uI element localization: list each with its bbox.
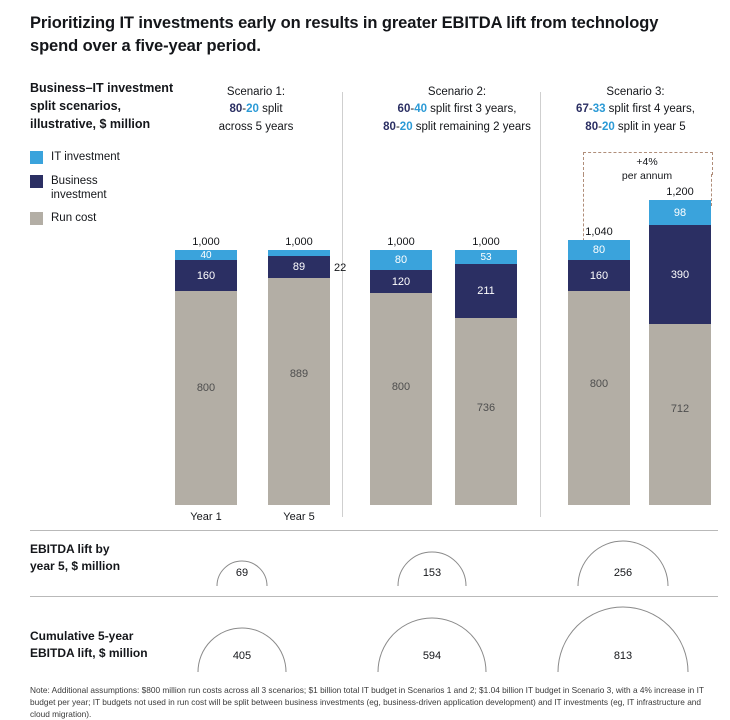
scenario-2-split2-b: 20: [399, 120, 413, 133]
scenario-2-split2-sep: -: [395, 120, 400, 133]
bar-seg-it: [370, 250, 432, 270]
bar-total-s1-year1: 1,000: [192, 236, 220, 248]
legend-label-business-investment: Business investment: [51, 174, 107, 201]
bar-seg-it-value: 40: [200, 249, 212, 261]
legend-swatch-run-cost: [30, 212, 43, 225]
scenario-3-split-b: 33: [592, 103, 606, 116]
growth-annotation-line2: per annum: [621, 169, 673, 182]
legend-label-run-cost: Run cost: [51, 212, 97, 225]
scenario-1-split-b: 20: [246, 103, 259, 116]
bar-total-s3-year1: 1,040: [585, 226, 613, 238]
legend-title: Business–IT investment split scenarios, illustrative, $ million: [30, 81, 174, 131]
bar-s1-year5: [268, 250, 330, 505]
panel-divider-1: [342, 92, 343, 517]
ebitda-year5-value-s1: 69: [235, 567, 249, 579]
scenario-1-name: Scenario 1:: [226, 86, 286, 98]
bar-seg-it-value: 80: [592, 244, 606, 256]
footnote: Note: Additional assumptions: $800 million run costs across all 3 scenarios; $1 billion total IT budget in Scenarios 1 and 2; $1.04 billion IT budget in Scenario 3, with a 4% increase in IT budget per year; IT budgets not used in run cost will be split between business investments (eg, business-driven application development) and IT investments (eg, IT infrastructure and cloud migration).: [30, 685, 704, 720]
ebitda-year5-value-s3: 256: [613, 567, 633, 579]
row-label-cumulative-rest: EBITDA lift, $ million: [30, 646, 148, 661]
row-label-ebitda-year5-rest-text: year 5, $ million: [30, 559, 121, 574]
cumulative-value-s2: 594: [422, 650, 442, 662]
scenario-3-name: Scenario 3:: [606, 86, 665, 98]
scenario-1-split-sep: -: [242, 103, 247, 116]
bar-seg-run: [455, 318, 517, 505]
bar-seg-it: [175, 250, 237, 260]
panel-divider-2: [540, 92, 541, 517]
legend-label-it-investment: IT investment: [51, 151, 120, 164]
bar-s1-year1: [175, 250, 237, 505]
bar-seg-run-value: 736: [476, 401, 496, 414]
row-divider-bottom: [30, 596, 718, 597]
bar-total-s2-year5: 1,000: [472, 236, 500, 248]
scenario-1-split-a: 80: [229, 103, 243, 116]
legend-item-run-cost: [30, 211, 180, 225]
bar-seg-run-value: 800: [196, 382, 216, 394]
bar-seg-run-value: 800: [589, 378, 609, 390]
scenario-2-split-rest: split first 3 years,: [426, 103, 517, 116]
legend-items: [30, 150, 180, 226]
bar-seg-business-value: 160: [589, 269, 609, 282]
scenario-3-split2-rest: split in year 5: [614, 120, 686, 133]
bar-seg-it: [649, 200, 711, 225]
scenario-2-line2: [362, 119, 552, 136]
legend-item-business-investment: [30, 174, 180, 203]
row-label-ebitda-year5-bold: EBITDA lift by: [30, 542, 110, 556]
scenario-3-split-rest: split first 4 years,: [605, 103, 695, 116]
bar-seg-run-value: 889: [289, 367, 309, 380]
legend-swatch-it-investment: [30, 151, 43, 164]
scenario-2-split-a: 60: [397, 103, 411, 116]
scenario-3-split2-a: 80: [585, 120, 599, 133]
row-label-ebitda-year5: [30, 541, 180, 576]
bar-xlabel-s1-year5: Year 5: [283, 511, 315, 523]
bar-total-s3-year5: 1,200: [666, 186, 694, 198]
scenario-2-split2-a: 80: [383, 120, 396, 133]
bar-seg-business: [455, 264, 517, 318]
scenario-1-line1: [186, 101, 326, 118]
legend-item-it-investment: [30, 150, 180, 164]
growth-annotation-line1: +4%: [636, 156, 658, 168]
bar-seg-run-value: 800: [391, 381, 411, 393]
scenario-2-split2-rest: split remaining 2 years: [412, 120, 531, 133]
bar-seg-run: [370, 293, 432, 505]
bar-s3-year5: [649, 200, 711, 505]
bar-seg-it-value: 98: [673, 206, 687, 219]
scenario-2-split-sep: -: [410, 103, 415, 116]
bar-s2-year5: [455, 250, 517, 505]
scenario-3-split2-b: 20: [601, 120, 615, 133]
scenario-2-line1: [362, 101, 552, 118]
bar-seg-business: [268, 256, 330, 278]
bar-s2-year1: [370, 250, 432, 505]
bar-seg-run-value: 712: [670, 402, 690, 415]
scenario-2-heading: [362, 84, 552, 136]
bar-seg-business: [175, 260, 237, 291]
row-divider-top: [30, 530, 718, 531]
bar-seg-business-value: 390: [670, 268, 690, 281]
scenario-3-split-a: 67: [576, 103, 589, 116]
bar-seg-it-value: 53: [480, 251, 492, 263]
bar-seg-business: [370, 270, 432, 293]
scenario-3-split2-sep: -: [598, 120, 602, 133]
bar-s3-year1: [568, 240, 630, 505]
bar-total-s1-year5: 1,000: [285, 236, 313, 248]
legend-swatch-business-investment: [30, 175, 43, 188]
bar-seg-business-value: 89: [292, 261, 306, 273]
row-label-ebitda-year5-rest: [30, 559, 120, 573]
scenario-1-line2: across 5 years: [218, 120, 294, 133]
bar-xlabel-s1-year1: Year 1: [190, 511, 222, 523]
row-label-cumulative: [30, 628, 200, 663]
page-title: Prioritizing IT investments early on results in greater EBITDA lift from technology spend over a five-year period.: [30, 14, 659, 56]
bar-seg-it-value: 80: [394, 254, 408, 266]
ebitda-year5-value-s2: 153: [422, 567, 442, 579]
scenario-2-name: Scenario 2:: [427, 86, 487, 98]
bar-seg-run: [268, 278, 330, 505]
bar-seg-run: [175, 291, 237, 505]
growth-annotation-stem-right: [711, 174, 712, 206]
growth-annotation: [583, 156, 711, 183]
cumulative-value-s3: 813: [613, 650, 633, 662]
scenario-3-split-sep: -: [588, 103, 593, 116]
scenario-1-heading: [186, 84, 326, 136]
bar-seg-it: [455, 250, 517, 264]
bar-seg-it-value-outside-s1-year5: 22: [334, 262, 347, 274]
scenario-3-heading: [548, 84, 723, 136]
bar-seg-run: [568, 291, 630, 505]
bar-seg-business-value: 211: [477, 285, 495, 297]
bar-total-s2-year1: 1,000: [387, 236, 415, 248]
row-label-cumulative-bold: Cumulative 5-year: [30, 629, 134, 643]
bar-seg-it: [568, 240, 630, 260]
legend: [30, 80, 180, 235]
scenario-3-line1: [548, 101, 723, 118]
bar-seg-business-value: 160: [196, 269, 216, 282]
scenario-1-split-rest: split: [258, 103, 283, 116]
bar-seg-business: [649, 225, 711, 324]
scenario-3-line2: [548, 119, 723, 136]
cumulative-value-s1: 405: [232, 650, 252, 662]
bar-seg-business: [568, 260, 630, 291]
bar-seg-run: [649, 324, 711, 505]
scenario-2-split-b: 40: [414, 103, 427, 116]
bar-seg-business-value: 120: [391, 275, 411, 288]
